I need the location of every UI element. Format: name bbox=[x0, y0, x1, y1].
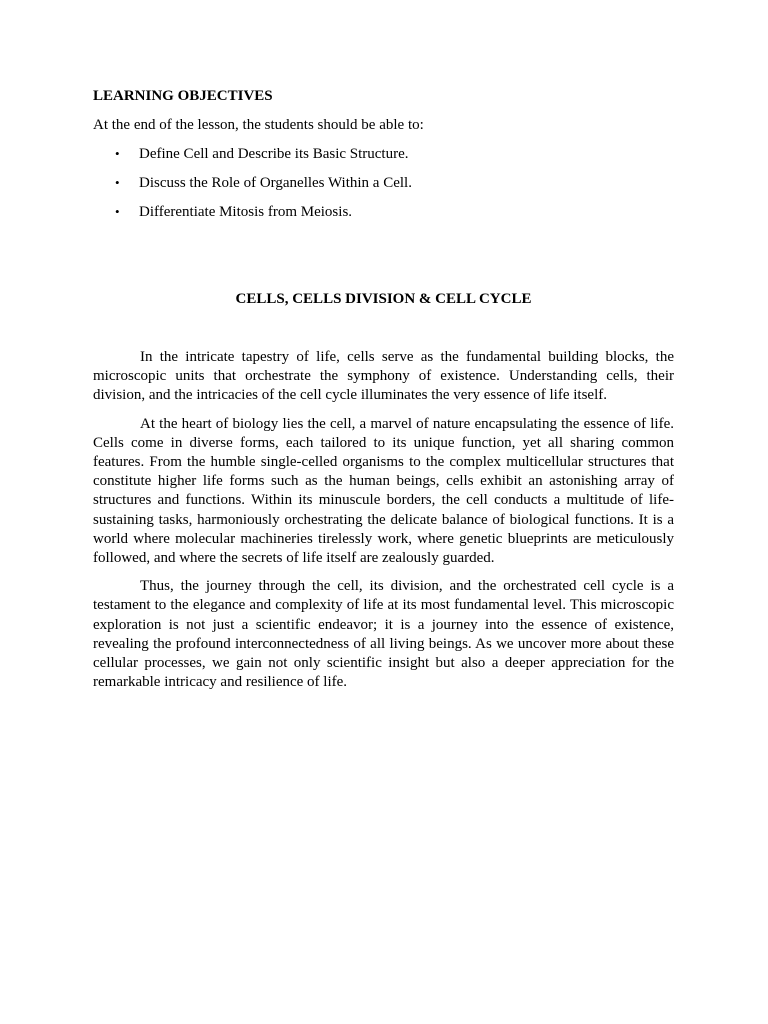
learning-objectives-heading: LEARNING OBJECTIVES bbox=[93, 88, 273, 104]
section-body bbox=[93, 348, 674, 701]
body-paragraph: At the heart of biology lies the cell, a marvel of nature encapsulating the essence of life. Cells come in diverse forms, each tailored to its unique function, yet all sharing common features. From the humble single-celled organisms to the complex multicellular structures that constitute higher life forms such as the human beings, cells exhibit an astonishing array of structures and functions. Within its minuscule borders, the cell conducts a multitude of life-sustaining tasks, harmoniously orchestrating the delicate balance of biological functions. It is a world where molecular machineries tirelessly work, where genetic blueprints are meticulously followed, and where the secrets of life itself are zealously guarded. bbox=[93, 415, 674, 567]
objective-text: Define Cell and Describe its Basic Structure. bbox=[139, 146, 409, 162]
body-paragraph: In the intricate tapestry of life, cells serve as the fundamental building blocks, the microscopic units that orchestrate the symphony of existence. Understanding cells, their division, and the intricacies of the cell cycle illuminates the very essence of life itself. bbox=[93, 349, 674, 404]
objective-text: Differentiate Mitosis from Meiosis. bbox=[139, 204, 353, 220]
body-paragraph: Thus, the journey through the cell, its division, and the orchestrated cell cycle is a testament to the elegance and complexity of life at its most fundamental level. This microscopic exploration is not just a scientific endeavor; it is a journey into the essence of existence, revealing the profound interconnectedness of all living beings. As we uncover more about these cellular processes, we gain not only scientific insight but also a deeper appreciation for the remarkable intricacy and resilience of life. bbox=[93, 578, 674, 691]
learning-objectives-intro: At the end of the lesson, the students should be able to: bbox=[93, 117, 424, 133]
bullet-icon: • bbox=[115, 175, 120, 190]
section-title: CELLS, CELLS DIVISION & CELL CYCLE bbox=[235, 291, 532, 307]
bullet-icon: • bbox=[115, 146, 120, 161]
bullet-icon: • bbox=[115, 204, 120, 219]
document-page bbox=[93, 0, 674, 1024]
objective-text: Discuss the Role of Organelles Within a Cell. bbox=[139, 175, 412, 191]
